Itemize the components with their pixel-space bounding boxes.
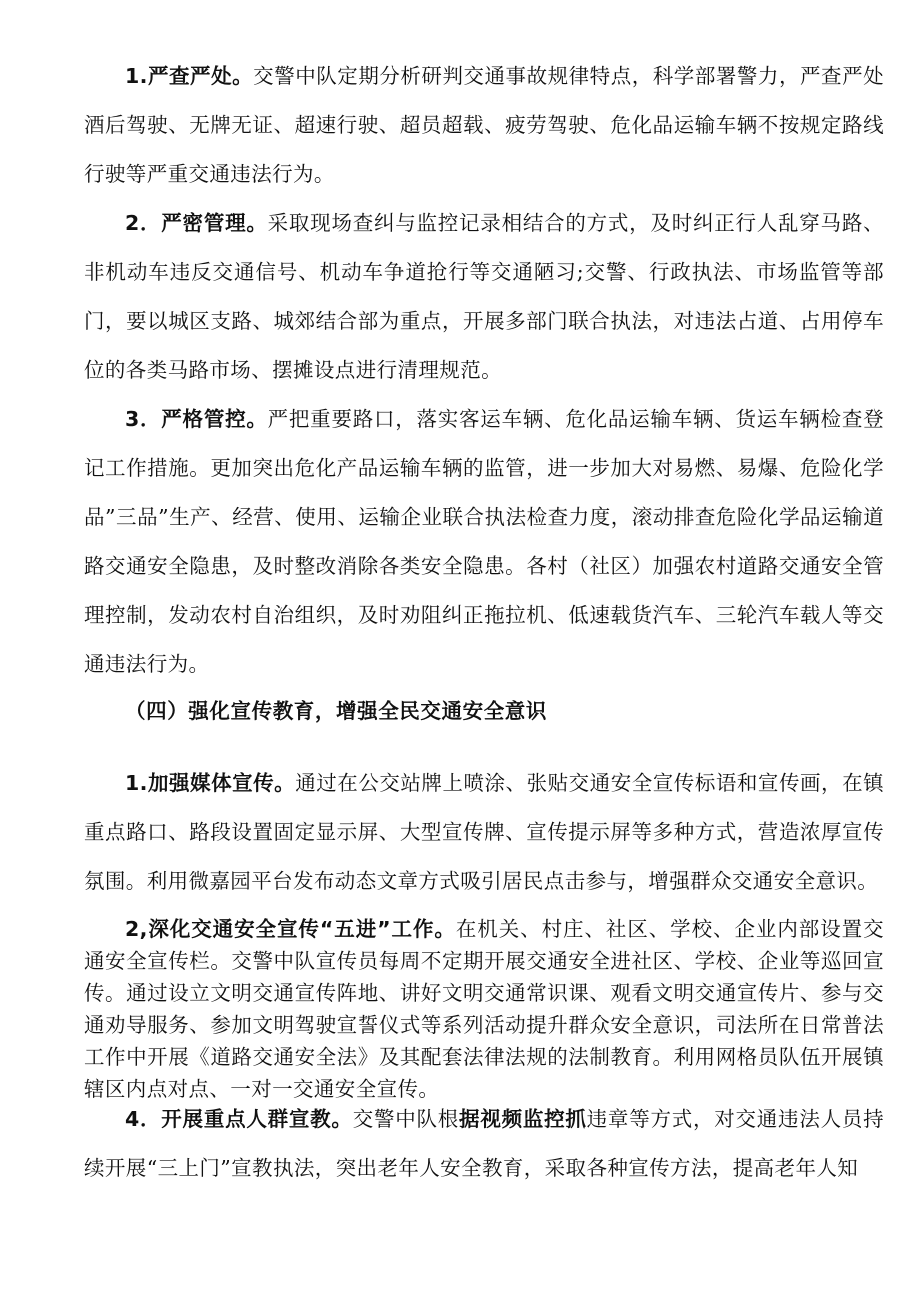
paragraph-media-publicity	[84, 759, 884, 906]
paragraph-body: 严把重要路口，落实客运车辆、危化品运输车辆、货运车辆检查登记工作措施。更加突出危化产品运输车辆的监管，进一步加大对易燃、易爆、危险化学品”三品”生产、经营、使用、运输企业联合执法检查力度，滚动排查危险化学品运输道路交通安全隐患，及时整改消除各类安全隐患。各村（社区）加强农村道路交通安全管理控制，发动农村自治组织，及时劝阻纠正拖拉机、低速载货汽车、三轮汽车载人等交通违法行为。	[84, 407, 884, 676]
paragraph-body: 交警中队定期分析研判交通事故规律特点，科学部署警力，严查严处酒后驾驶、无牌无证、超速行驶、超员超载、疲劳驾驶、危化品运输车辆不按规定路线行驶等严重交通违法行为。	[84, 64, 884, 186]
paragraph-body-emphasis: 据视频监控抓	[459, 1107, 587, 1131]
paragraph-body: 在机关、村庄、社区、学校、企业内部设置交通安全宣传栏。交警中队宣传员每周不定期开展交通安全进社区、学校、企业等巡回宣传。通过设立文明交通宣传阵地、讲好文明交通常识课、观看文明交通宣传片、参与交通劝导服务、参加文明驾驶宣誓仪式等系列活动提升群众安全意识，司法所在日常普法工作中开展《道路交通安全法》及其配套法律法规的法制教育。利用网格员队伍开展镇辖区内点对点、一对一交通安全宣传。	[84, 917, 884, 1101]
paragraph-strict-management	[84, 199, 884, 395]
paragraph-body-end: 违章等方式，对交通违法人员持续开展“三上门”宣教执法，突出老年人安全教育，采取各种宣传方法，提高老年人知	[84, 1107, 885, 1180]
paragraph-key-groups	[84, 1095, 884, 1193]
paragraph-lead: 2．严密管理。	[125, 211, 268, 235]
paragraph-body: 通过在公交站牌上喷涂、张贴交通安全宣传标语和宣传画，在镇重点路口、路段设置固定显示屏、大型宣传牌、宣传提示屏等多种方式，营造浓厚宣传氛围。利用微嘉园平台发布动态文章方式吸引居民点击参与，增强群众交通安全意识。	[84, 771, 884, 893]
paragraph-lead: 4．开展重点人群宣教。	[125, 1107, 353, 1131]
paragraph-strict-control	[84, 395, 884, 689]
paragraph-strict-investigation	[84, 52, 884, 199]
paragraph-lead: 1.严查严处。	[125, 64, 254, 88]
paragraph-body: 采取现场查纠与监控记录相结合的方式，及时纠正行人乱穿马路、非机动车违反交通信号、机动车争道抢行等交通陋习;交警、行政执法、市场监管等部门，要以城区支路、城郊结合部为重点，开展多部门联合执法，对违法占道、占用停车位的各类马路市场、摆摊设点进行清理规范。	[84, 211, 884, 382]
section-heading: （四）强化宣传教育，增强全民交通安全意识	[125, 699, 547, 723]
paragraph-lead: 2,深化交通安全宣传“五进”工作。	[125, 917, 456, 941]
paragraph-lead: 1.加强媒体宣传。	[125, 771, 296, 795]
paragraph-lead: 3．严格管控。	[125, 407, 268, 431]
paragraph-body-start: 交警中队根	[352, 1107, 460, 1131]
paragraph-five-entries	[84, 913, 884, 1105]
